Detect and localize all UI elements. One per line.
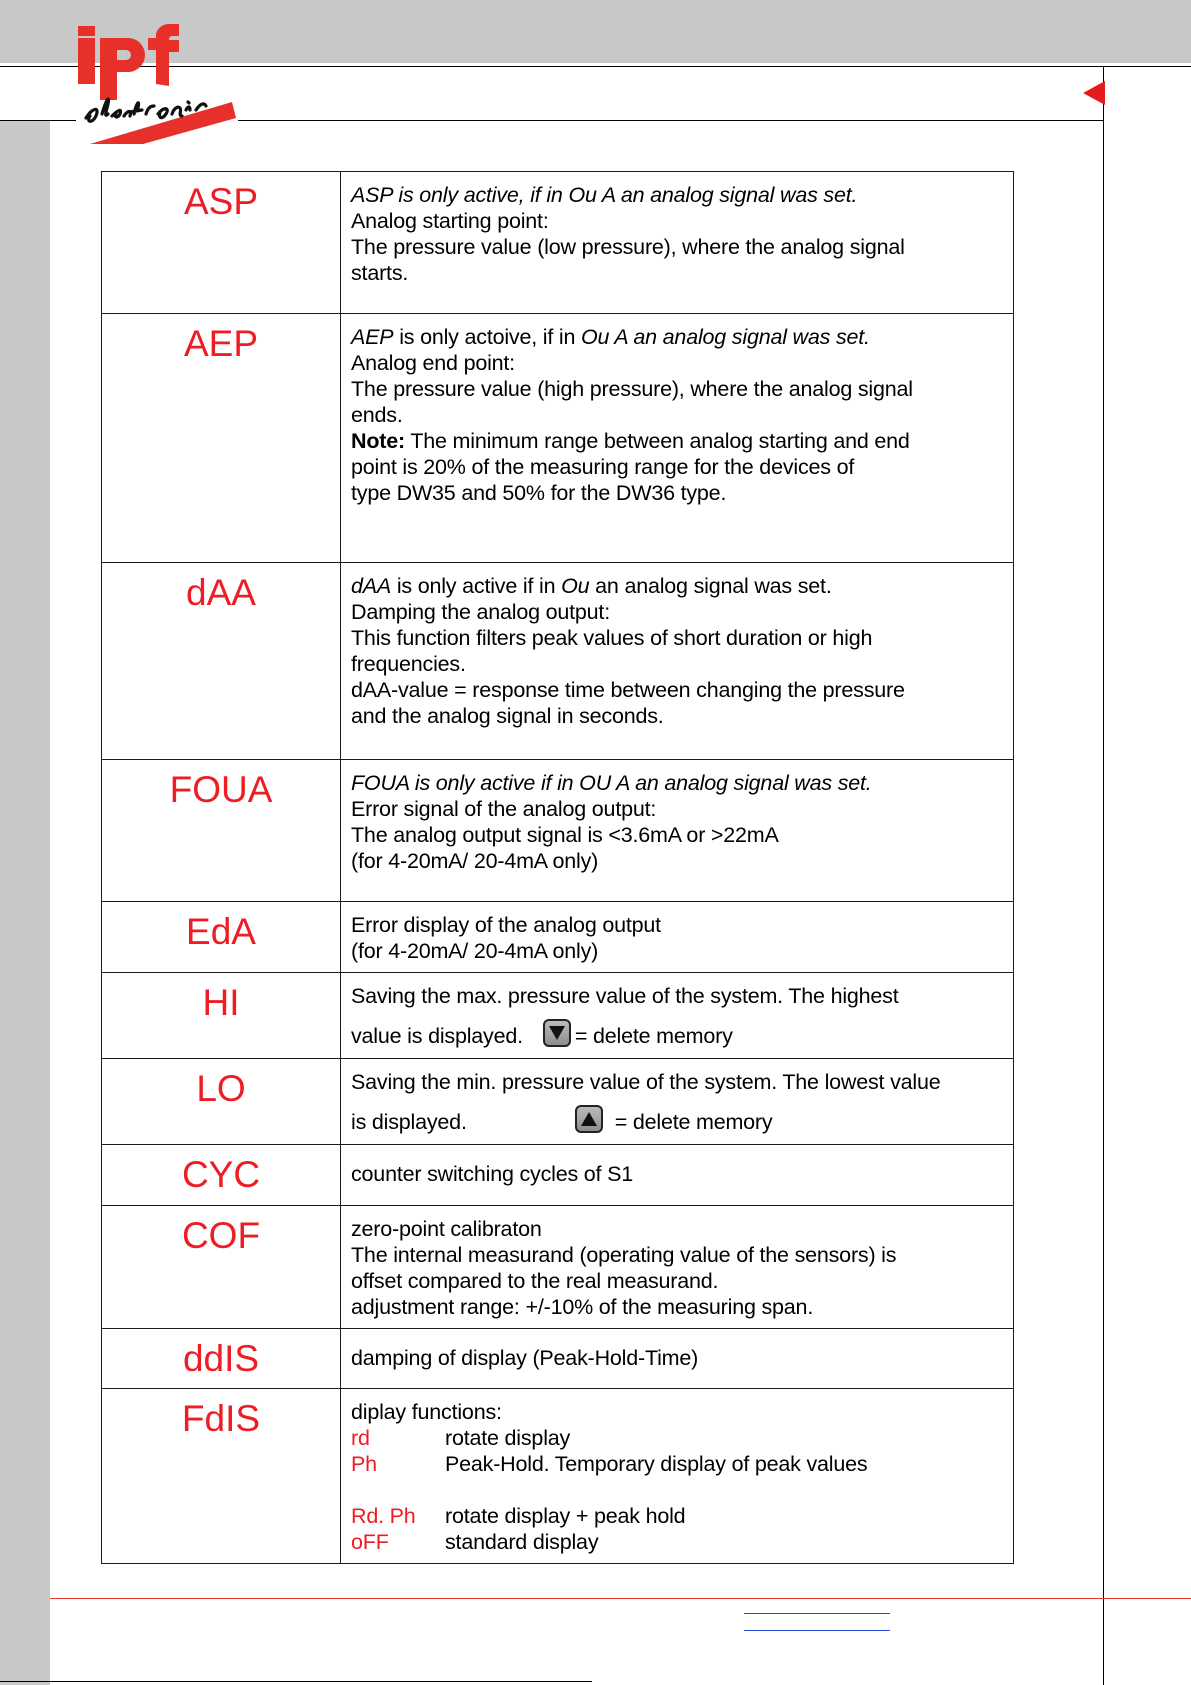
description-text: is displayed. — [351, 1110, 467, 1134]
option-item — [351, 1451, 1003, 1477]
footer-link-underline — [744, 1613, 890, 1614]
description-text: dAA-value = response time between changing the pressure — [351, 678, 905, 702]
description-text: Error display of the analog output — [351, 913, 661, 937]
description-line — [351, 1345, 1003, 1371]
option-item — [351, 1425, 1003, 1451]
parameter-code: COF — [102, 1206, 341, 1329]
parameter-code: AEP — [102, 314, 341, 563]
description-line — [351, 1216, 1003, 1242]
left-margin-gap — [0, 63, 50, 120]
option-item — [351, 1503, 1003, 1529]
header-sub-rule-left — [0, 120, 76, 121]
description-line — [351, 651, 1003, 677]
description-text: zero-point calibraton — [351, 1217, 542, 1241]
description-text: = delete memory — [574, 1024, 733, 1048]
arrow-up-key-icon — [575, 1105, 603, 1133]
right-margin-rule — [1103, 66, 1104, 1685]
parameter-code: ASP — [102, 172, 341, 314]
description-line — [351, 376, 1003, 402]
description-line — [351, 454, 1003, 480]
option-value: rotate display + peak hold — [445, 1504, 686, 1528]
description-line — [351, 625, 1003, 651]
description-text: starts. — [351, 261, 409, 285]
description-text: (for 4-20mA/ 20-4mA only) — [351, 939, 599, 963]
description-text: offset compared to the real measurand. — [351, 1269, 719, 1293]
description-text: value is displayed. — [351, 1024, 523, 1048]
parameter-table — [101, 171, 1014, 1564]
description-text: FOUA is only active if in OU A an analog signal was set. — [351, 771, 872, 795]
description-line — [351, 677, 1003, 703]
parameter-description — [341, 902, 1014, 973]
table-row — [102, 172, 1014, 314]
description-text: adjustment range: +/-10% of the measuring span. — [351, 1295, 814, 1319]
description-text: AEP — [351, 325, 394, 349]
description-line — [351, 703, 1003, 729]
description-line — [351, 1242, 1003, 1268]
option-list — [351, 1425, 1003, 1555]
description-text: This function filters peak values of short duration or high — [351, 626, 873, 650]
description-text: Analog starting point: — [351, 209, 549, 233]
description-text: The minimum range between analog starting and end — [404, 429, 910, 453]
description-text: (for 4-20mA/ 20-4mA only) — [351, 849, 599, 873]
description-line — [351, 796, 1003, 822]
parameter-code: dAA — [102, 563, 341, 760]
table-row — [102, 902, 1014, 973]
header-sub-rule-right — [238, 120, 1104, 121]
ipf-electronic-logo — [72, 24, 242, 144]
left-margin-band — [0, 120, 50, 1685]
page-marker-arrow-icon — [1083, 81, 1105, 105]
table-row — [102, 1059, 1014, 1145]
description-text: The analog output signal is <3.6mA or >22mA — [351, 823, 779, 847]
parameter-description — [341, 973, 1014, 1059]
description-line — [351, 324, 1003, 350]
option-key: oFF — [351, 1530, 389, 1554]
description-text: Error signal of the analog output: — [351, 797, 657, 821]
description-text: frequencies. — [351, 652, 466, 676]
description-text: ends. — [351, 403, 403, 427]
option-value: rotate display — [445, 1426, 571, 1450]
parameter-description — [341, 1059, 1014, 1145]
parameter-description — [341, 563, 1014, 760]
footer-red-rule — [50, 1598, 1191, 1599]
description-line — [351, 848, 1003, 874]
table-row — [102, 1389, 1014, 1564]
table-row — [102, 1329, 1014, 1389]
description-text: = delete memory — [614, 1110, 773, 1134]
description-text: is only actoive, if in — [393, 325, 582, 349]
footer-bottom-rule — [0, 1681, 592, 1682]
parameter-description — [341, 1206, 1014, 1329]
description-line — [351, 1105, 1003, 1135]
table-row — [102, 1206, 1014, 1329]
option-key: rd — [351, 1426, 370, 1450]
parameter-description — [341, 314, 1014, 563]
description-line — [351, 260, 1003, 286]
description-line — [351, 480, 1003, 506]
footer-link-underline — [744, 1630, 890, 1631]
description-line — [351, 770, 1003, 796]
parameter-code: EdA — [102, 902, 341, 973]
description-line — [351, 402, 1003, 428]
table-row — [102, 760, 1014, 902]
description-text: The internal measurand (operating value of the sensors) is — [351, 1243, 897, 1267]
description-line — [351, 350, 1003, 376]
table-row — [102, 1145, 1014, 1206]
description-text: type DW35 and 50% for the DW36 type. — [351, 481, 727, 505]
description-text: Damping the analog output: — [351, 600, 610, 624]
description-text: ASP is only active, if in Ou A an analog signal was set. — [351, 183, 858, 207]
description-text: an analog signal was set. — [589, 574, 832, 598]
description-text: Analog end point: — [351, 351, 515, 375]
description-text: point is 20% of the measuring range for the devices of — [351, 455, 855, 479]
description-text: Ou A an analog signal was set. — [581, 325, 870, 349]
arrow-down-key-icon — [543, 1019, 571, 1047]
parameter-code: LO — [102, 1059, 341, 1145]
option-key: Ph — [351, 1452, 377, 1476]
description-text: Note: — [351, 429, 405, 453]
table-row — [102, 973, 1014, 1059]
description-line — [351, 1268, 1003, 1294]
description-text: counter switching cycles of S1 — [351, 1162, 633, 1186]
description-line — [351, 599, 1003, 625]
option-value: Peak-Hold. Temporary display of peak values — [445, 1452, 868, 1476]
option-value: standard display — [445, 1530, 599, 1554]
parameter-description — [341, 1329, 1014, 1389]
parameter-description — [341, 1389, 1014, 1564]
parameter-description — [341, 1145, 1014, 1206]
parameter-code: FOUA — [102, 760, 341, 902]
parameter-description — [341, 760, 1014, 902]
description-text: dAA — [351, 574, 392, 598]
description-line — [351, 938, 1003, 964]
description-text: and the analog signal in seconds. — [351, 704, 664, 728]
description-line: Saving the min. pressure value of the system. The lowest value — [351, 1070, 941, 1094]
description-text: is only active if in — [391, 574, 562, 598]
description-line — [351, 428, 1003, 454]
description-text: The pressure value (high pressure), where the analog signal — [351, 377, 913, 401]
description-line — [351, 1294, 1003, 1320]
table-row — [102, 314, 1014, 563]
parameter-code: CYC — [102, 1145, 341, 1206]
description-line — [351, 1161, 1003, 1187]
option-key: Rd. Ph — [351, 1504, 416, 1528]
description-line — [351, 182, 1003, 208]
table-row — [102, 563, 1014, 760]
description-line — [351, 573, 1003, 599]
description-line: diplay functions: — [351, 1400, 502, 1424]
description-line — [351, 208, 1003, 234]
parameter-code: HI — [102, 973, 341, 1059]
description-text: damping of display (Peak-Hold-Time) — [351, 1346, 699, 1370]
description-line: Saving the max. pressure value of the system. The highest — [351, 984, 899, 1008]
description-line — [351, 822, 1003, 848]
option-item — [351, 1529, 1003, 1555]
parameter-description — [341, 172, 1014, 314]
description-line — [351, 912, 1003, 938]
description-line — [351, 1019, 1003, 1049]
description-line — [351, 234, 1003, 260]
parameter-code: ddIS — [102, 1329, 341, 1389]
description-text: The pressure value (low pressure), where the analog signal — [351, 235, 905, 259]
footer-links — [744, 1613, 890, 1647]
description-text: Ou — [561, 574, 590, 598]
parameter-code: FdIS — [102, 1389, 341, 1564]
